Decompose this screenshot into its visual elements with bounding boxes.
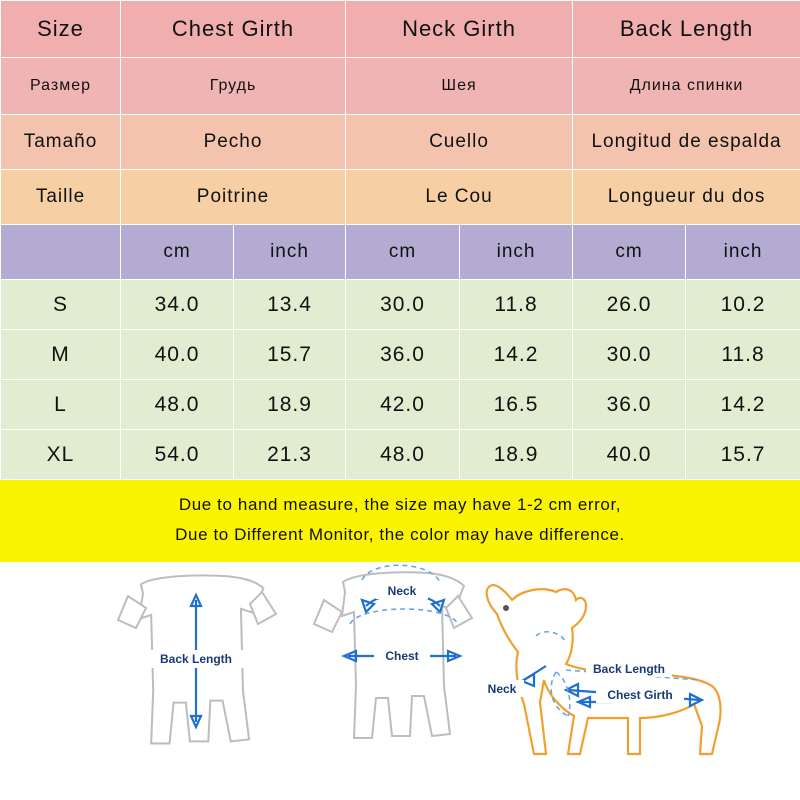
header-back-en: Back Length — [573, 1, 800, 58]
notes-banner — [0, 480, 800, 562]
note-line-2: Due to Different Monitor, the color may have difference. — [175, 525, 625, 544]
row-neck-cm: 48.0 — [346, 430, 460, 480]
row-chest-inch: 18.9 — [234, 380, 346, 430]
header-row-russian — [1, 58, 800, 115]
header-row-english — [1, 1, 800, 58]
header-chest-es: Pecho — [121, 115, 346, 170]
figure-back-length — [118, 575, 276, 743]
units-neck-inch: inch — [460, 225, 573, 280]
header-size-ru: Размер — [1, 58, 121, 115]
row-size: XL — [1, 430, 121, 480]
row-chest-inch: 21.3 — [234, 430, 346, 480]
row-neck-inch: 14.2 — [460, 330, 573, 380]
row-back-inch: 11.8 — [686, 330, 800, 380]
header-row-french — [1, 170, 800, 225]
units-chest-inch: inch — [234, 225, 346, 280]
row-chest-cm: 54.0 — [121, 430, 234, 480]
row-chest-inch: 13.4 — [234, 280, 346, 330]
header-chest-fr: Poitrine — [121, 170, 346, 225]
header-size-en: Size — [1, 1, 121, 58]
units-back-cm: cm — [573, 225, 686, 280]
row-neck-cm: 30.0 — [346, 280, 460, 330]
row-neck-inch: 16.5 — [460, 380, 573, 430]
row-back-inch: 15.7 — [686, 430, 800, 480]
header-chest-ru: Грудь — [121, 58, 346, 115]
header-chest-en: Chest Girth — [121, 1, 346, 58]
header-back-ru: Длина спинки — [573, 58, 800, 115]
row-back-cm: 40.0 — [573, 430, 686, 480]
units-neck-cm: cm — [346, 225, 460, 280]
header-neck-en: Neck Girth — [346, 1, 573, 58]
note-line-1: Due to hand measure, the size may have 1-2 cm error, — [178, 495, 622, 514]
units-chest-cm: cm — [121, 225, 234, 280]
header-size-es: Tamaño — [1, 115, 121, 170]
row-back-cm: 36.0 — [573, 380, 686, 430]
header-size-fr: Taille — [1, 170, 121, 225]
row-size: M — [1, 330, 121, 380]
row-neck-cm: 36.0 — [346, 330, 460, 380]
units-blank — [1, 225, 121, 280]
row-chest-inch: 15.7 — [234, 330, 346, 380]
header-back-es: Longitud de espalda — [573, 115, 800, 170]
figure2-chest-label: Chest — [385, 649, 419, 663]
row-chest-cm: 40.0 — [121, 330, 234, 380]
row-size: L — [1, 380, 121, 430]
row-back-inch: 10.2 — [686, 280, 800, 330]
header-neck-es: Cuello — [346, 115, 573, 170]
row-size: S — [1, 280, 121, 330]
table-row — [1, 330, 800, 380]
header-row-spanish — [1, 115, 800, 170]
row-neck-inch: 11.8 — [460, 280, 573, 330]
units-back-inch: inch — [686, 225, 800, 280]
table-row — [1, 430, 800, 480]
row-neck-inch: 18.9 — [460, 430, 573, 480]
figure3-neck-label: Neck — [487, 682, 517, 696]
header-neck-fr: Le Cou — [346, 170, 573, 225]
table-row — [1, 380, 800, 430]
header-neck-ru: Шея — [346, 58, 573, 115]
figure1-label: Back Length — [159, 652, 233, 666]
figure-dog — [480, 585, 720, 754]
row-back-cm: 26.0 — [573, 280, 686, 330]
figure3-back-label: Back Length — [592, 662, 666, 676]
figure-neck-chest — [314, 565, 472, 738]
header-back-fr: Longueur du dos — [573, 170, 800, 225]
row-neck-cm: 42.0 — [346, 380, 460, 430]
table-row — [1, 280, 800, 330]
measurement-diagram — [0, 562, 800, 787]
figure3-chest-label: Chest Girth — [607, 688, 673, 702]
row-back-cm: 30.0 — [573, 330, 686, 380]
units-row — [1, 225, 800, 280]
figure2-neck-label: Neck — [387, 584, 417, 598]
row-chest-cm: 34.0 — [121, 280, 234, 330]
row-back-inch: 14.2 — [686, 380, 800, 430]
row-chest-cm: 48.0 — [121, 380, 234, 430]
